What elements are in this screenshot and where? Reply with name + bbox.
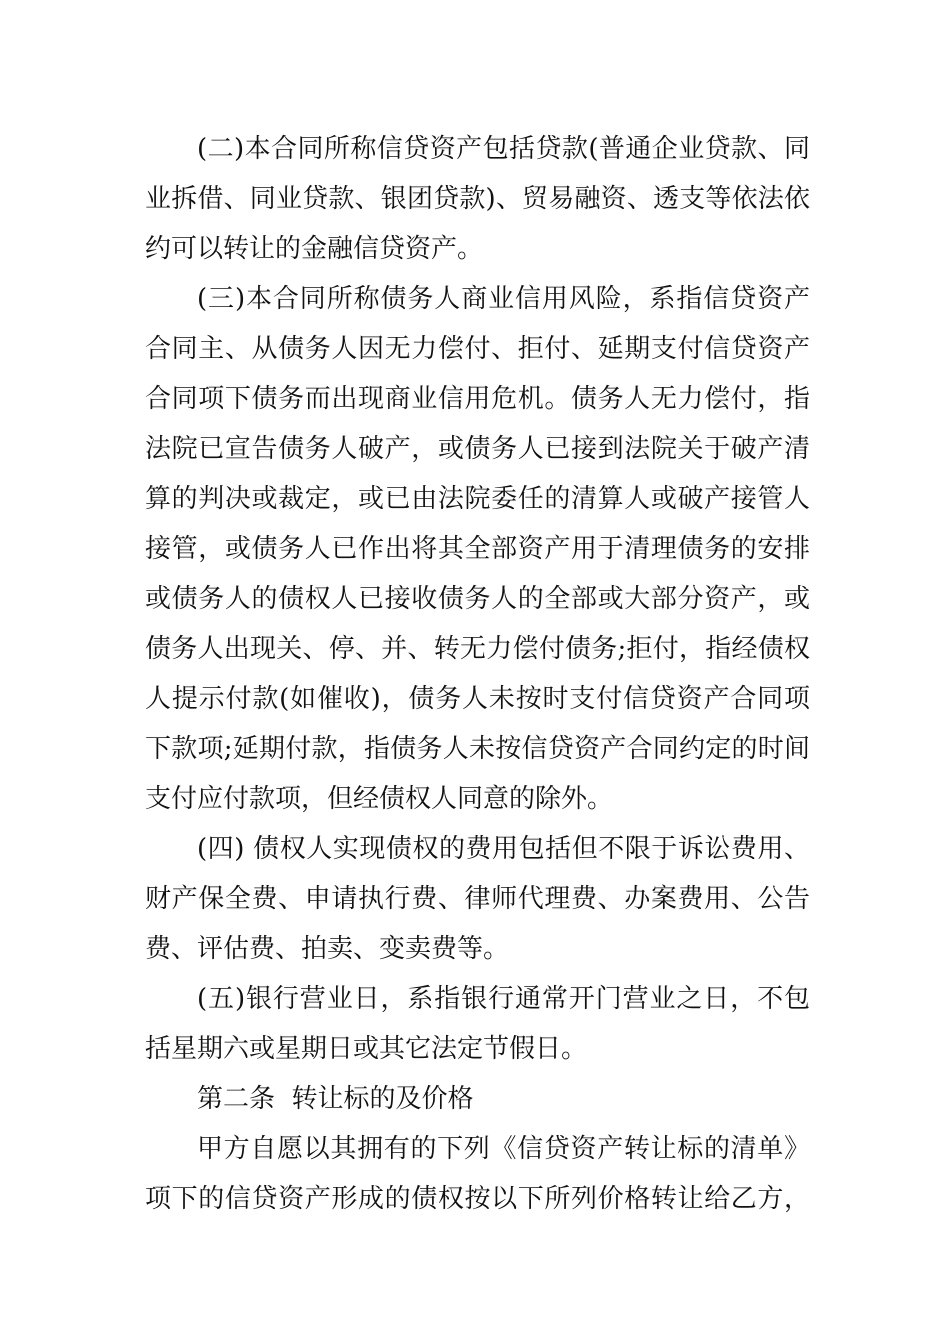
text-line: 法院已宣告债务人破产，或债务人已接到法院关于破产清 [145,434,810,464]
paragraph-transfer [145,1124,810,1224]
document-body [145,124,810,1224]
text-line: 或债务人的债权人已接收债务人的全部或大部分资产，或 [145,584,810,614]
text-line: (三)本合同所称债务人商业信用风险，系指信贷资产 [197,284,810,314]
text-line: 括星期六或星期日或其它法定节假日。 [145,1034,588,1064]
text-line: 债务人出现关、停、并、转无力偿付债务;拒付，指经债权 [145,634,810,664]
text-line: (四) 债权人实现债权的费用包括但不限于诉讼费用、 [197,834,810,864]
text-line: 约可以转让的金融信贷资产。 [145,234,484,264]
text-line: 接管，或债务人已作出将其全部资产用于清理债务的安排 [145,534,810,564]
text-line: 甲方自愿以其拥有的下列《信贷资产转让标的清单》 [197,1134,810,1164]
paragraph-clause-2 [145,124,810,274]
section-heading [145,1074,810,1124]
text-line: 业拆借、同业贷款、银团贷款)、贸易融资、透支等依法依 [145,184,810,214]
text-line: 算的判决或裁定，或已由法院委任的清算人或破产接管人 [145,484,810,514]
heading-text: 第二条 转让标的及价格 [197,1084,474,1114]
paragraph-clause-3 [145,274,810,824]
text-line: 费、评估费、拍卖、变卖费等。 [145,934,510,964]
text-line: 项下的信贷资产形成的债权按以下所列价格转让给乙方， [145,1184,810,1214]
text-line: 下款项;延期付款，指债务人未按信贷资产合同约定的时间 [145,734,810,764]
paragraph-clause-4 [145,824,810,974]
text-line: (五)银行营业日，系指银行通常开门营业之日，不包 [197,984,810,1014]
text-line: 支付应付款项，但经债权人同意的除外。 [145,784,614,814]
text-line: 合同项下债务而出现商业信用危机。债务人无力偿付，指 [145,384,810,414]
text-line: 财产保全费、申请执行费、律师代理费、办案费用、公告 [145,884,810,914]
text-line: 合同主、从债务人因无力偿付、拒付、延期支付信贷资产 [145,334,810,364]
text-line: (二)本合同所称信贷资产包括贷款(普通企业贷款、同 [197,134,810,164]
paragraph-clause-5 [145,974,810,1074]
text-line: 人提示付款(如催收)，债务人未按时支付信贷资产合同项 [145,684,810,714]
